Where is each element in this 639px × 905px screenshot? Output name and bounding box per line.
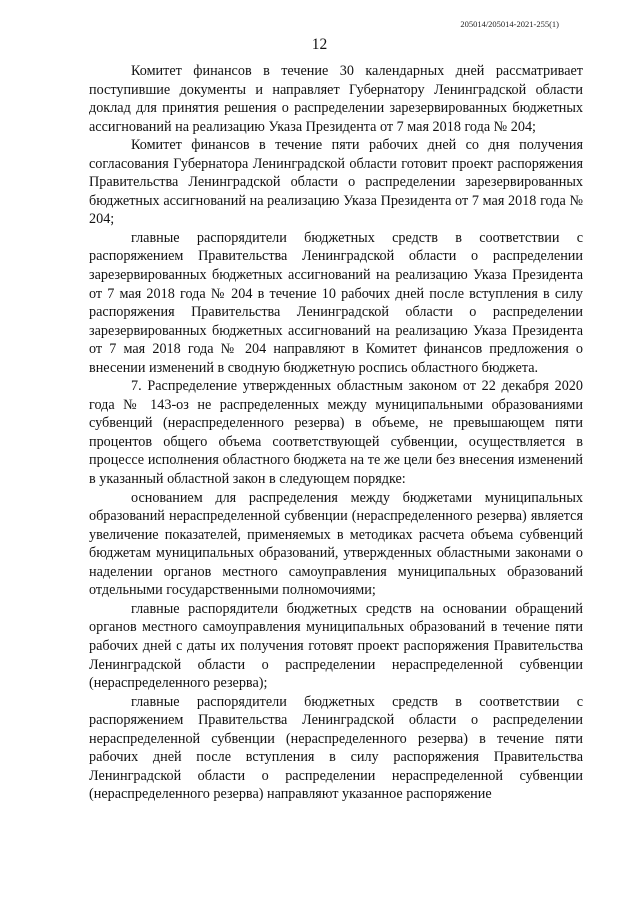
paragraph-2: Комитет финансов в течение пяти рабочих дней со дня получения согласования Губернатора Ленинградской области готовит проект распоряжения Правительства Ленинградской области о распределении зарезервированных бюджетных ассигнований на реализацию Указа Президента от 7 мая 2018 года № 204; [89,137,583,228]
paragraph-5: основанием для распределения между бюджетами муниципальных образований нераспределенной субвенции (нераспределенного резерва) является увеличение показателей, применяемых в методиках расчета объема субвенций бюджетам муниципальных образований, утвержденных областными законами о наделении органов местного самоуправления муниципальных образований отдельными государственными полномочиями; [89,489,583,599]
paragraph-6: главные распорядители бюджетных средств на основании обращений органов местного самоуправления муниципальных образований в течение пяти рабочих дней с даты их получения готовят проект распоряжения Правительства Ленинградской области о распределении нераспределенной субвенции (нераспределенного резерва); [89,600,583,692]
document-id: 205014/205014-2021-255(1) [460,19,559,29]
page-number: 12 [311,36,328,53]
paragraph-3: главные распорядители бюджетных средств в соответствии с распоряжением Правительства Ленинградской области о распределении зарезервированных бюджетных ассигнований на реализацию Указа Президента от 7 мая 2018 года № 204 в течение 10 рабочих дней после вступления в силу распоряжения Правительства Ленинградской области о распределении зарезервированных бюджетных ассигнований на реализацию Указа Президента от 7 мая 2018 года № 204 направляют в Комитет финансов предложения о внесении изменений в сводную бюджетную роспись областного бюджета. [89,229,583,376]
document-body [89,62,583,804]
paragraph-4: 7. Распределение утвержденных областным законом от 22 декабря 2020 года № 143-оз не распределенных между муниципальными образованиями субвенций (нераспределенного резерва) в объеме, не превышающем пяти процентов общего объема соответствующей субвенции, осуществляется в процессе исполнения областного бюджета на те же цели без внесения изменений в указанный областной закон в следующем порядке: [89,378,583,488]
paragraph-7: главные распорядители бюджетных средств в соответствии с распоряжением Правительства Ленинградской области о распределении нераспределенной субвенции (нераспределенного резерва) в течение пяти рабочих дней после вступления в силу распоряжения Правительства Ленинградской области о распределении нераспределенной субвенции (нераспределенного резерва) направляют указанное распоряжение [89,693,583,803]
paragraph-1: Комитет финансов в течение 30 календарных дней рассматривает поступившие документы и направляет Губернатору Ленинградской области доклад для принятия решения о распределении зарезервированных бюджетных ассигнований на реализацию Указа Президента от 7 мая 2018 года № 204; [89,63,583,135]
